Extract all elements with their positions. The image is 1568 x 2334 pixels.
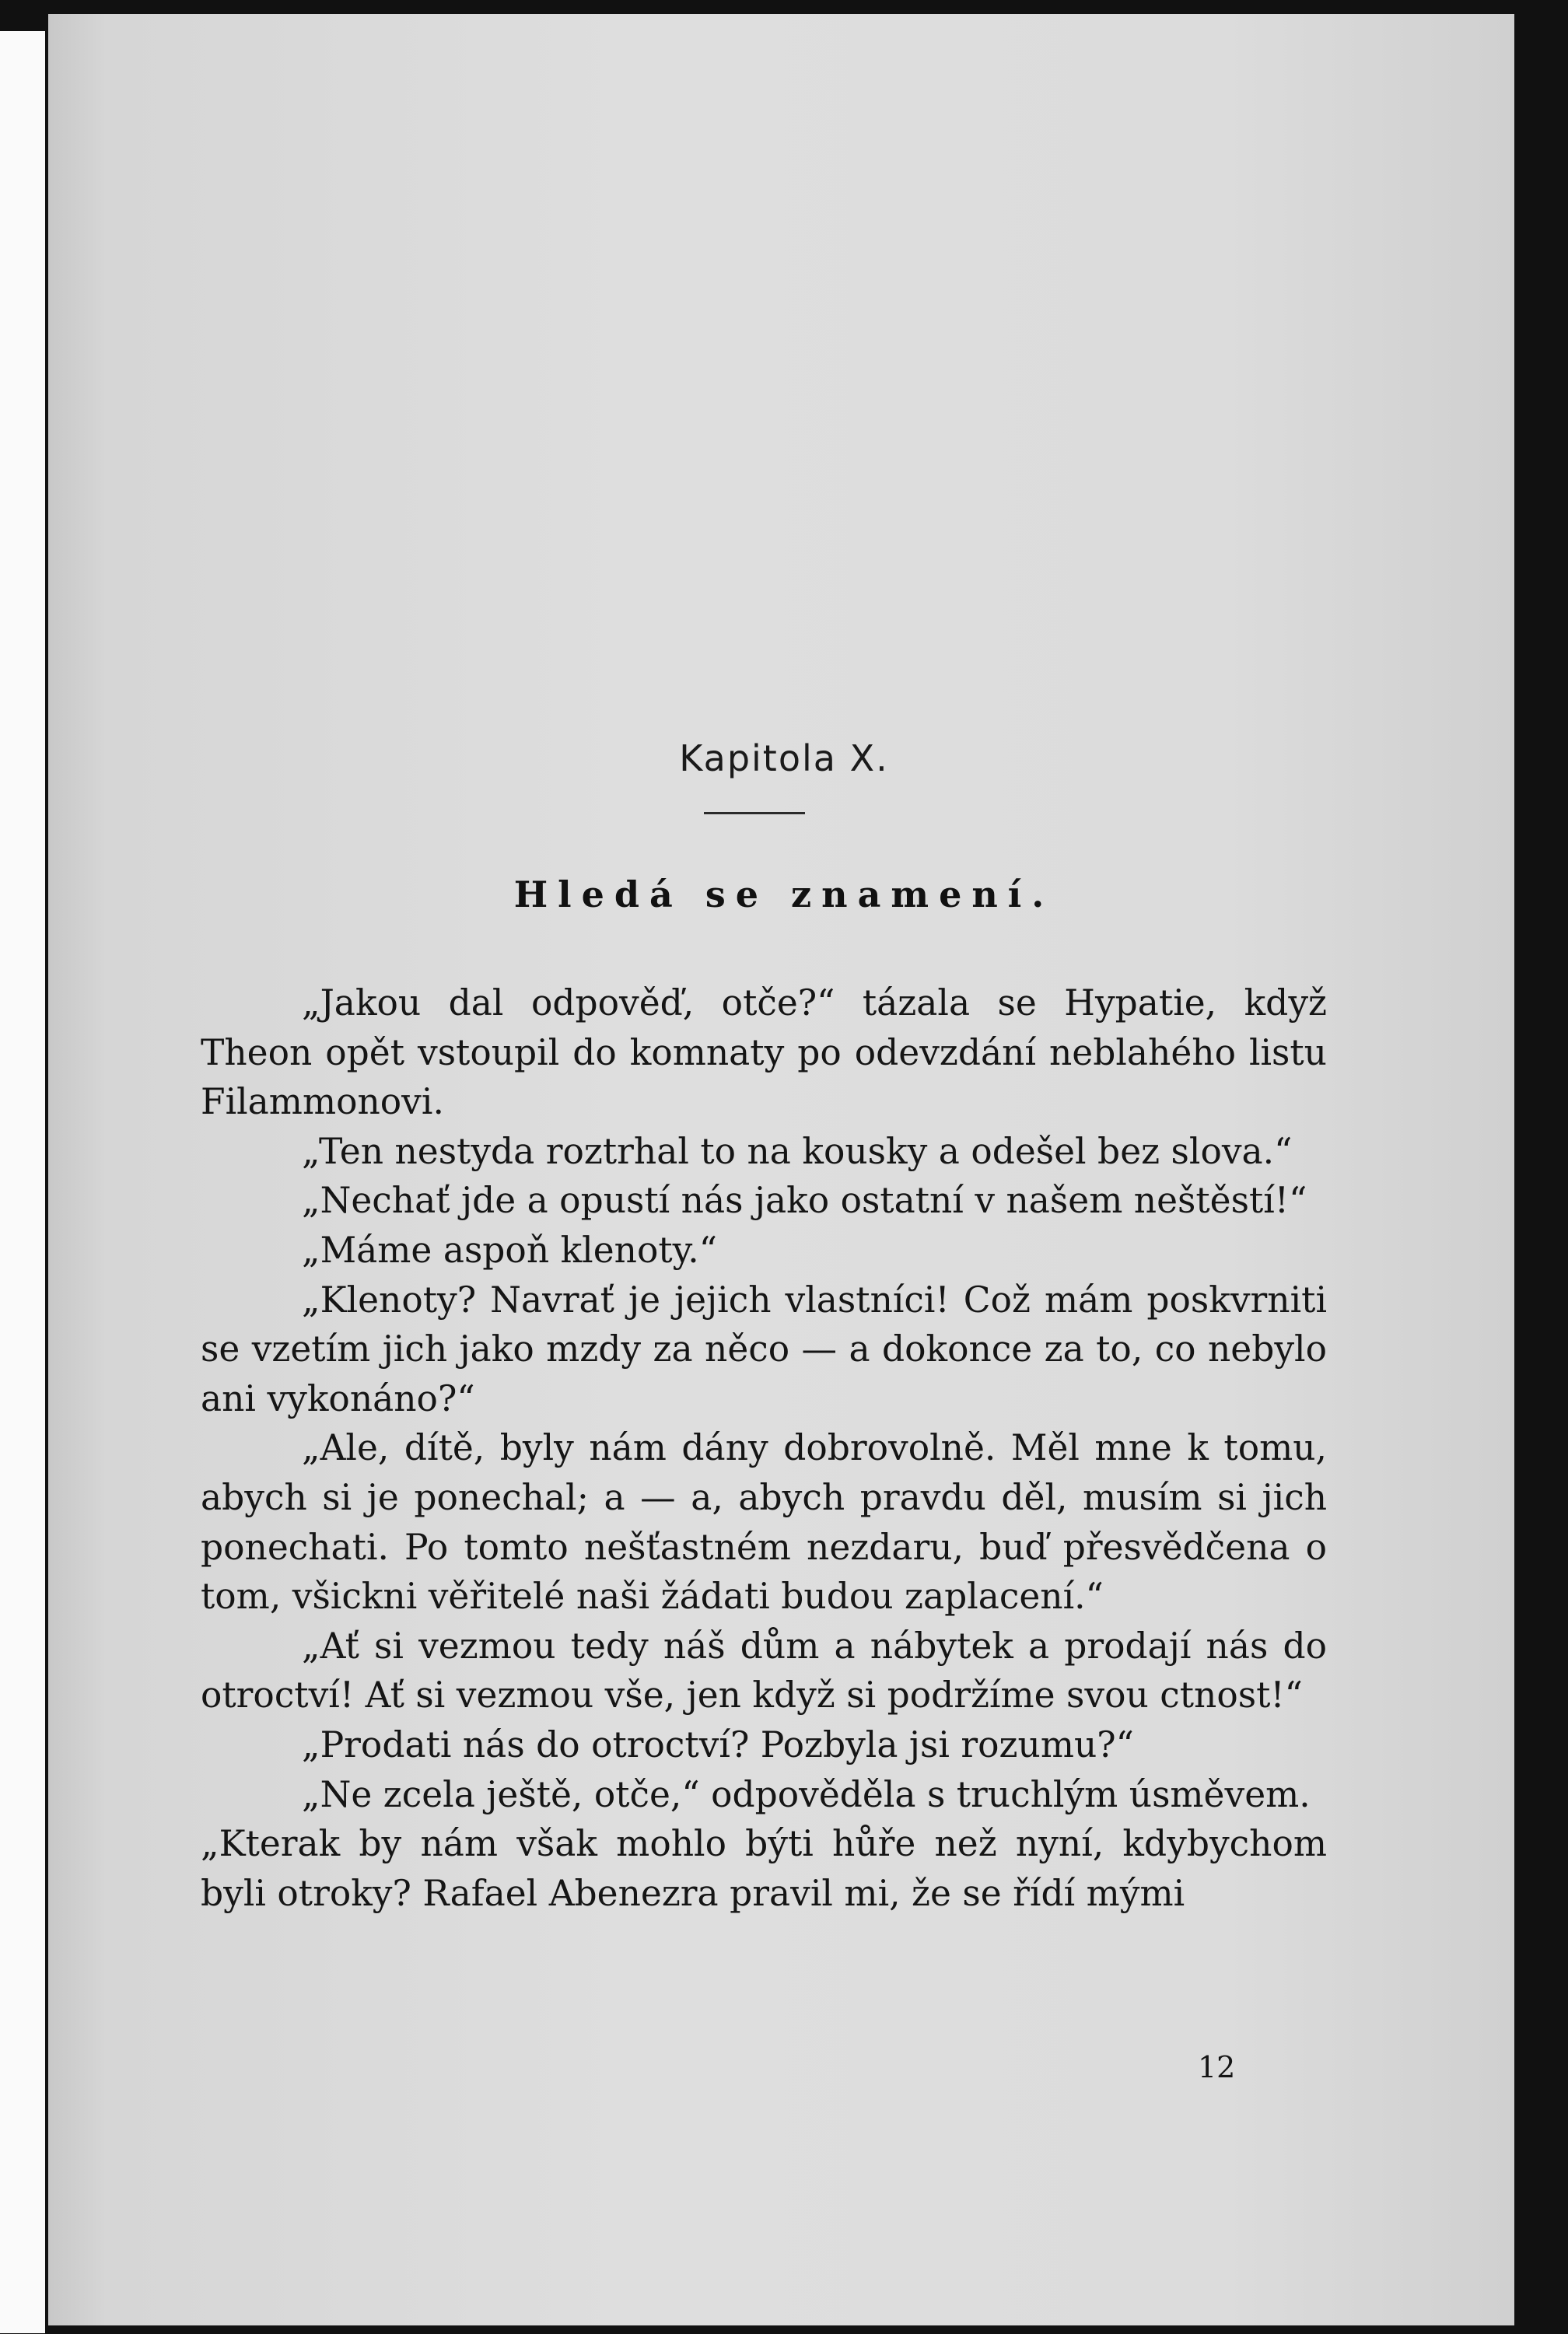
paragraph: „Ale, dítě, byly nám dány dobrovolně. Měl mne k tomu, abych si je ponechal; a — a, abych pravdu děl, musím si jich ponechati. Po tomto nešťastném nezdaru, buď přesvědčena o tom, všickni věřitelé naši žádati budou zaplacení.“ bbox=[201, 1427, 1327, 1618]
paragraph: „Klenoty? Navrať je jejich vlastníci! Což mám poskvrniti se vzetím jich jako mzdy za něco — a dokonce za to, co nebylo ani vykonáno?“ bbox=[201, 1279, 1327, 1419]
paragraph: „Ne zcela ještě, otče,“ odpověděla s truchlým úsměvem. bbox=[302, 1773, 1311, 1815]
heading-divider bbox=[704, 812, 805, 814]
paragraph: „Jakou dal odpověď, otče?“ tázala se Hypatie, když Theon opět vstoupil do komnaty po odevzdání neblahého listu Filammonovi. bbox=[201, 982, 1327, 1123]
paragraph-continuation: „Kterak by nám však mohlo býti hůře než nyní, kdybychom byli otroky? Rafael Abenezra pravil mi, že se řídí mými bbox=[201, 1823, 1327, 1914]
paragraph: „Nechať jde a opustí nás jako ostatní v našem neštěstí!“ bbox=[302, 1180, 1307, 1222]
chapter-heading: Kapitola X. bbox=[679, 737, 889, 779]
paragraph: „Prodati nás do otroctví? Pozbyla jsi rozumu?“ bbox=[302, 1723, 1134, 1765]
page-number: 12 bbox=[1198, 2050, 1236, 2084]
body-text bbox=[201, 978, 1327, 1918]
page-edge-left bbox=[0, 31, 45, 2333]
paragraph: „Ten nestyda roztrhal to na kousky a odešel bez slova.“ bbox=[302, 1130, 1293, 1172]
paragraph: „Ať si vezmou tedy náš dům a nábytek a prodají nás do otroctví! Ať si vezmou vše, jen když si podržíme svou ctnost!“ bbox=[201, 1625, 1327, 1716]
paragraph: „Máme aspoň klenoty.“ bbox=[302, 1229, 718, 1271]
chapter-title: Hledá se znamení. bbox=[513, 873, 1055, 915]
